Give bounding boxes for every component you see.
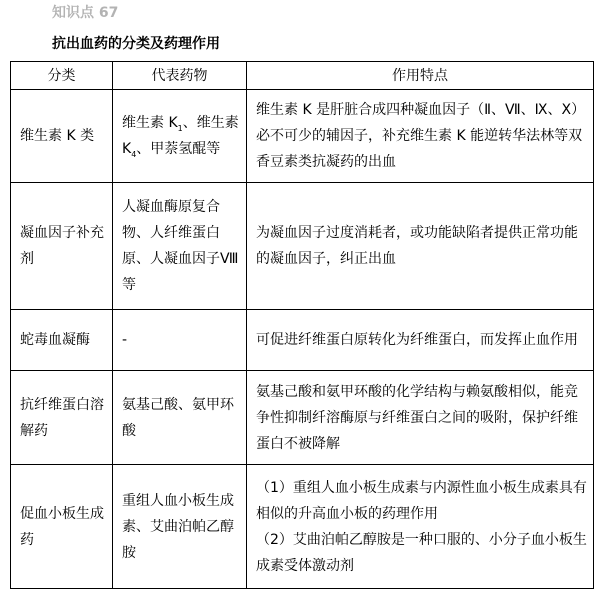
table-row [11,465,594,589]
cell-drugs [113,90,247,183]
table-row [11,371,594,465]
cell-drugs: 氨基己酸、氨甲环酸 [113,371,247,465]
cell-category: 抗纤维蛋白溶解药 [11,371,113,465]
drug-text: 维生素 K [122,115,178,131]
subscript: 1 [177,123,183,133]
header-drugs: 代表药物 [113,62,247,90]
knowledge-point-label: 知识点 67 [52,5,119,21]
cell-drugs: 重组人血小板生成素、艾曲泊帕乙醇胺 [113,465,247,589]
subscript: 4 [131,149,137,159]
drug-table [10,61,594,589]
cell-category: 促血小板生成药 [11,465,113,589]
drug-text: 、维生素 K [122,115,239,157]
header-features: 作用特点 [247,62,594,90]
header-category: 分类 [11,62,113,90]
cell-category: 凝血因子补充剂 [11,183,113,310]
cell-category: 维生素 K 类 [11,90,113,183]
cell-features [247,465,594,589]
table-header-row [11,62,594,90]
cell-drugs: 人凝血酶原复合物、人纤维蛋白原、人凝血因子Ⅷ等 [113,183,247,310]
feature-point-1: （1）重组人血小板生成素与内源性血小板生成素具有相似的升高血小板的药理作用 [256,479,587,522]
section-title: 抗出血药的分类及药理作用 [52,36,220,52]
cell-category: 蛇毒血凝酶 [11,310,113,371]
table-row [11,310,594,371]
cell-features: 维生素 K 是肝脏合成四种凝血因子（Ⅱ、Ⅶ、Ⅸ、Ⅹ）必不可少的辅因子，补充维生素 K 能逆转华法林等双香豆素类抗凝药的出血 [247,90,594,183]
table-row [11,183,594,310]
table-row [11,90,594,183]
feature-point-2: （2）艾曲泊帕乙醇胺是一种口服的、小分子血小板生成素受体激动剂 [256,531,587,574]
cell-drugs: - [113,310,247,371]
cell-features: 为凝血因子过度消耗者，或功能缺陷者提供正常功能的凝血因子，纠正出血 [247,183,594,310]
cell-features: 氨基己酸和氨甲环酸的化学结构与赖氨酸相似，能竞争性抑制纤溶酶原与纤维蛋白之间的吸附，保护纤维蛋白不被降解 [247,371,594,465]
cell-features: 可促进纤维蛋白原转化为纤维蛋白，而发挥止血作用 [247,310,594,371]
drug-text: 、甲萘氢醌等 [136,141,221,157]
